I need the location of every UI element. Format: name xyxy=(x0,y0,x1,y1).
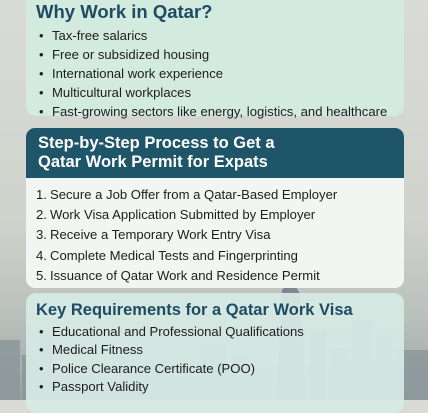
process-header xyxy=(26,128,404,178)
list-item: • Multicultural workplaces xyxy=(36,83,394,102)
step-item xyxy=(36,266,404,286)
process-steps-list xyxy=(26,185,404,286)
list-item: • Fast-growing sectors like energy, logistics, and healthcare xyxy=(36,102,394,121)
list-item: • Police Clearance Certificate (POO) xyxy=(36,360,394,378)
process-title: Step-by-Step Process to Get a Qatar Work Permit for Expats xyxy=(38,134,275,171)
step-text: Issuance of Qatar Work and Residence Permit xyxy=(50,267,320,283)
list-item: • Educational and Professional Qualifications xyxy=(36,323,394,341)
step-item xyxy=(36,185,404,205)
step-number: 3. xyxy=(36,227,47,243)
step-text: Work Visa Application Submitted by Employer xyxy=(50,207,316,223)
step-number: 4. xyxy=(36,247,47,263)
step-text: Receive a Temporary Work Entry Visa xyxy=(50,227,271,243)
why-work-title: Why Work in Qatar? xyxy=(36,1,213,22)
requirements-title: Key Requirements for a Qatar Work Visa xyxy=(36,301,353,319)
list-item: • Tax-free salarics xyxy=(36,26,394,45)
step-number: 2. xyxy=(36,207,47,223)
list-item: • Free or subsidized housing xyxy=(36,45,394,64)
step-item xyxy=(36,225,404,245)
step-number: 5. xyxy=(36,267,47,283)
why-work-card xyxy=(26,0,404,119)
list-item: • Passport Validity xyxy=(36,378,394,396)
step-number: 1. xyxy=(36,187,47,202)
step-item xyxy=(36,205,404,225)
list-item: • International work experience xyxy=(36,64,394,83)
process-card xyxy=(26,128,404,288)
list-item: • Medical Fitness xyxy=(36,341,394,359)
benefits-list xyxy=(36,26,394,121)
step-item xyxy=(36,246,404,266)
requirements-card xyxy=(26,293,404,413)
step-text: Secure a Job Offer from a Qatar-Based Employer xyxy=(50,187,338,202)
requirements-list xyxy=(36,323,394,397)
step-text: Complete Medical Tests and Fingerprinting xyxy=(50,247,298,263)
